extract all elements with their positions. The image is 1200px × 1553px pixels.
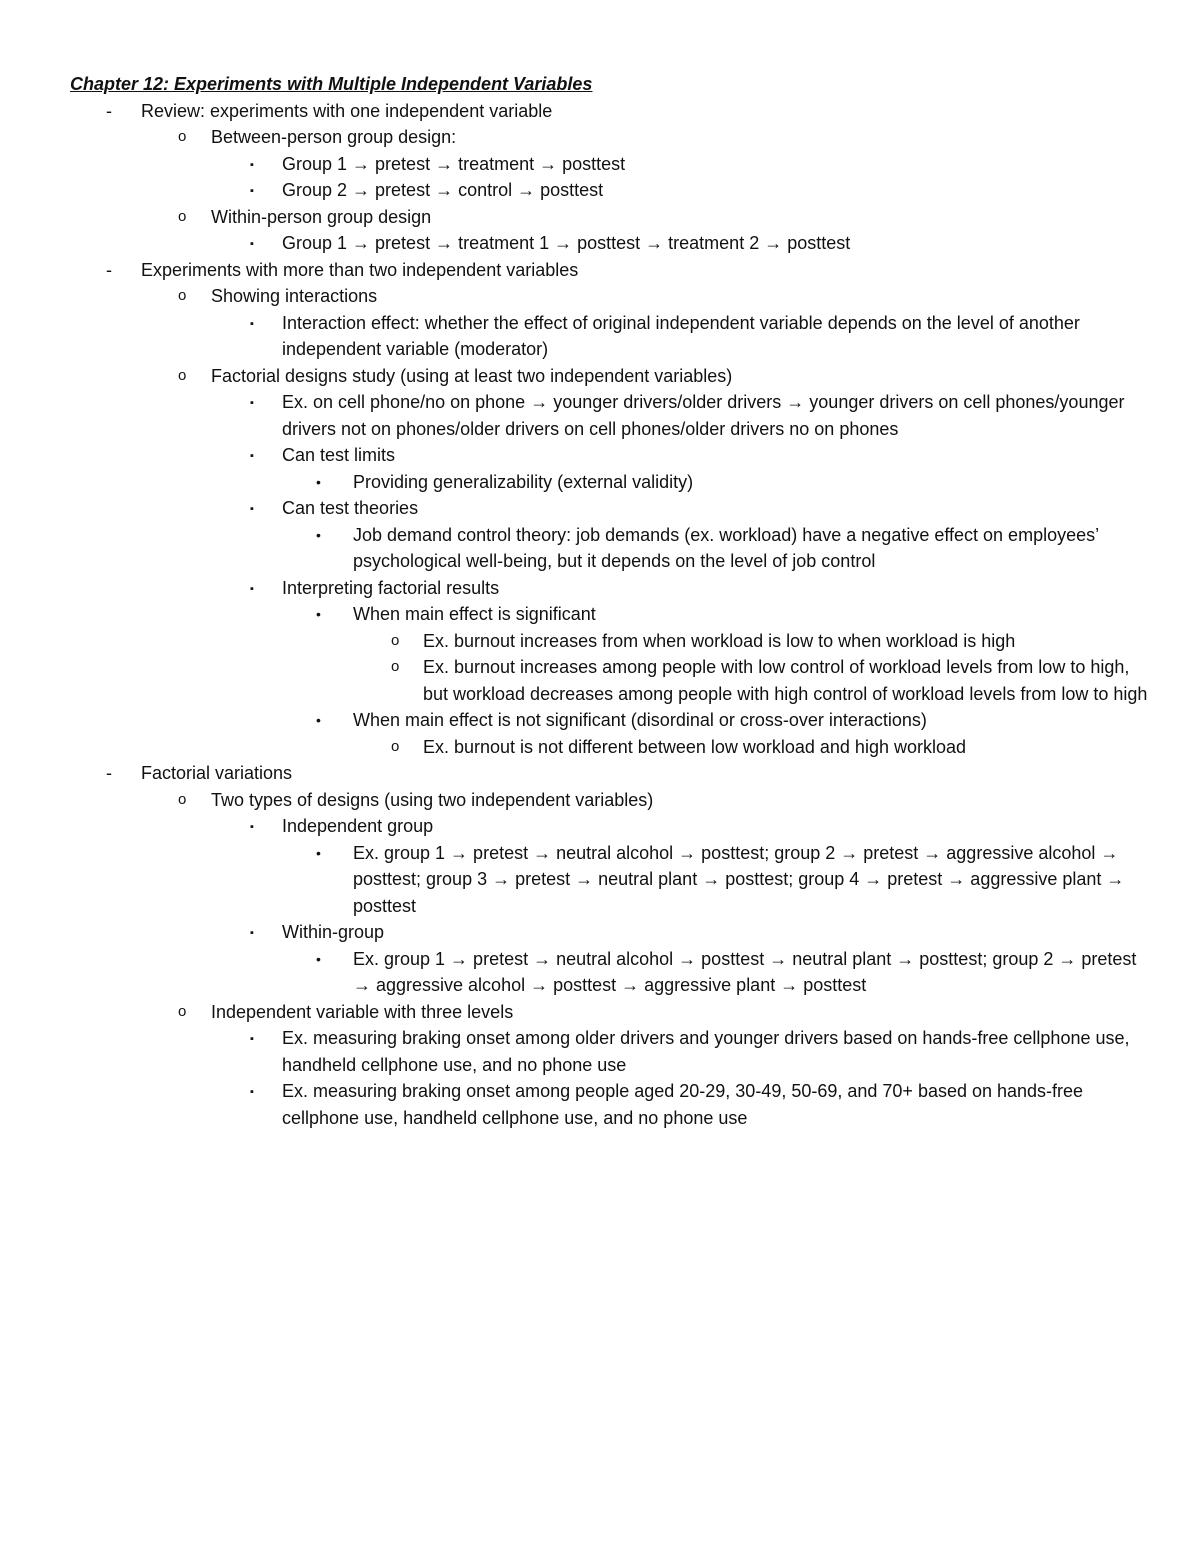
- outline-item-text: Ex. burnout increases from when workload is low to when workload is high: [423, 630, 1016, 651]
- outline-item-level-2: [70, 124, 1150, 151]
- outline-item-text: Showing interactions: [211, 286, 378, 306]
- square-bullet-icon: ▪: [250, 238, 254, 250]
- outline-item-text: Within-group: [282, 922, 385, 942]
- outline-item-level-5: [70, 734, 1150, 761]
- square-bullet-icon: ▪: [250, 503, 254, 515]
- outline-item-level-4: [70, 469, 1150, 496]
- outline-item-level-4: [70, 840, 1150, 920]
- outline-item-text: Within-person group design: [211, 206, 432, 227]
- outline-item-level-4: [70, 946, 1150, 999]
- circle-bullet-icon: o: [178, 287, 187, 304]
- square-bullet-icon: ▪: [250, 450, 254, 462]
- outline-item-level-4: [70, 601, 1150, 628]
- outline-item-level-3: [70, 310, 1150, 363]
- outline-item-level-3: [70, 575, 1150, 602]
- outline-item-text: Ex. burnout increases among people with low control of workload levels from low to high, but workload decreases among people with high control of workload levels from low to high: [423, 657, 1148, 704]
- circle-bullet-icon: o: [391, 737, 400, 755]
- circle-bullet-icon: o: [178, 1002, 187, 1020]
- dash-bullet-icon: -: [106, 259, 112, 280]
- outline-item-level-2: [70, 787, 1150, 814]
- outline-item-text: Ex. on cell phone/no on phone → younger drivers/older drivers → younger drivers on cell phones/younger drivers not on phones/older drivers on cell phones/older drivers no on phones: [282, 392, 1125, 439]
- outline-item-level-4: [70, 707, 1150, 734]
- square-bullet-icon: ▪: [250, 158, 254, 171]
- circle-bullet-icon: o: [178, 790, 187, 808]
- outline-item-level-1: [70, 760, 1150, 787]
- outline-item-text: Interaction effect: whether the effect of original independent variable depends on the level of another independent variable (moderator): [282, 312, 1080, 359]
- outline-item-text: Can test limits: [282, 445, 396, 465]
- outline-item-level-1: [70, 257, 1150, 284]
- outline-item-text: Review: experiments with one independent variable: [141, 100, 553, 121]
- outline-item-level-5: [70, 628, 1150, 655]
- circle-bullet-icon: o: [391, 631, 400, 649]
- outline-item-text: Factorial designs study (using at least two independent variables): [211, 365, 733, 386]
- outline-item-text: When main effect is significant: [353, 604, 596, 624]
- outline-item-level-3: [70, 495, 1150, 522]
- outline-item-level-3: [70, 389, 1150, 442]
- notes-content: [70, 71, 1150, 1131]
- outline-item-text: Factorial variations: [141, 763, 293, 783]
- dot-bullet-icon: •: [316, 473, 321, 490]
- dash-bullet-icon: -: [106, 100, 112, 121]
- dot-bullet-icon: •: [316, 844, 321, 861]
- square-bullet-icon: ▪: [250, 317, 254, 330]
- outline-item-level-3: [70, 1025, 1150, 1078]
- square-bullet-icon: ▪: [250, 185, 254, 197]
- dot-bullet-icon: •: [316, 712, 321, 728]
- outline-item-text: Ex. burnout is not different between low workload and high workload: [423, 736, 966, 757]
- outline-item-level-3: [70, 177, 1150, 204]
- outline-item-level-3: [70, 1078, 1150, 1131]
- outline-item-text: Can test theories: [282, 498, 419, 518]
- circle-bullet-icon: o: [178, 366, 187, 384]
- square-bullet-icon: ▪: [250, 821, 254, 833]
- square-bullet-icon: ▪: [250, 582, 254, 595]
- outline-item-level-2: [70, 999, 1150, 1026]
- outline-item-level-3: [70, 813, 1150, 840]
- dash-bullet-icon: -: [106, 763, 112, 783]
- document-title: Chapter 12: Experiments with Multiple Independent Variables: [70, 74, 593, 94]
- outline-list: [70, 98, 1150, 1132]
- outline-item-text: Independent group: [282, 816, 434, 836]
- outline-item-text: Ex. measuring braking onset among people aged 20-29, 30-49, 50-69, and 70+ based on hands-free cellphone use, handheld cellphone use, and no phone use: [282, 1081, 1084, 1128]
- dot-bullet-icon: •: [316, 950, 321, 967]
- outline-item-text: Two types of designs (using two independent variables): [211, 789, 654, 810]
- outline-item-text: Ex. group 1 → pretest → neutral alcohol → posttest; group 2 → pretest → aggressive alcohol → posttest; group 3 → pretest → neutral plant → posttest; group 4 → pretest → aggressive plant → posttest: [353, 842, 1125, 916]
- dot-bullet-icon: •: [316, 606, 321, 622]
- outline-item-level-2: [70, 204, 1150, 231]
- outline-item-level-5: [70, 654, 1150, 707]
- outline-item-text: Job demand control theory: job demands (ex. workload) have a negative effect on employees’ psychological well-being, but it depends on the level of job control: [353, 524, 1099, 571]
- square-bullet-icon: ▪: [250, 1033, 254, 1045]
- circle-bullet-icon: o: [391, 658, 400, 675]
- outline-item-text: When main effect is not significant (disordinal or cross-over interactions): [353, 710, 927, 730]
- outline-item-text: Ex. measuring braking onset among older drivers and younger drivers based on hands-free cellphone use, handheld cellphone use, and no phone use: [282, 1028, 1130, 1075]
- outline-item-level-3: [70, 919, 1150, 946]
- square-bullet-icon: ▪: [250, 927, 254, 939]
- outline-item-text: Between-person group design:: [211, 127, 457, 147]
- outline-item-level-2: [70, 363, 1150, 390]
- outline-item-level-3: [70, 151, 1150, 178]
- outline-item-text: Providing generalizability (external validity): [353, 471, 694, 492]
- dot-bullet-icon: •: [316, 526, 321, 543]
- outline-item-level-3: [70, 230, 1150, 257]
- outline-item-text: Interpreting factorial results: [282, 577, 500, 598]
- circle-bullet-icon: o: [178, 128, 187, 145]
- outline-item-text: Independent variable with three levels: [211, 1001, 514, 1022]
- outline-item-level-1: [70, 98, 1150, 125]
- square-bullet-icon: ▪: [250, 1086, 254, 1098]
- square-bullet-icon: ▪: [250, 397, 254, 409]
- outline-item-text: Group 1 → pretest → treatment 1 → posttest → treatment 2 → posttest: [282, 233, 851, 253]
- outline-item-level-3: [70, 442, 1150, 469]
- outline-item-text: Experiments with more than two independent variables: [141, 259, 579, 280]
- outline-item-text: Group 2 → pretest → control → posttest: [282, 180, 604, 200]
- outline-item-level-4: [70, 522, 1150, 575]
- outline-item-level-2: [70, 283, 1150, 310]
- outline-item-text: Ex. group 1 → pretest → neutral alcohol → posttest → neutral plant → posttest; group 2 → pretest → aggressive alcohol → posttest → aggressive plant → posttest: [353, 948, 1137, 995]
- outline-item-text: Group 1 → pretest → treatment → posttest: [282, 153, 626, 174]
- circle-bullet-icon: o: [178, 207, 187, 225]
